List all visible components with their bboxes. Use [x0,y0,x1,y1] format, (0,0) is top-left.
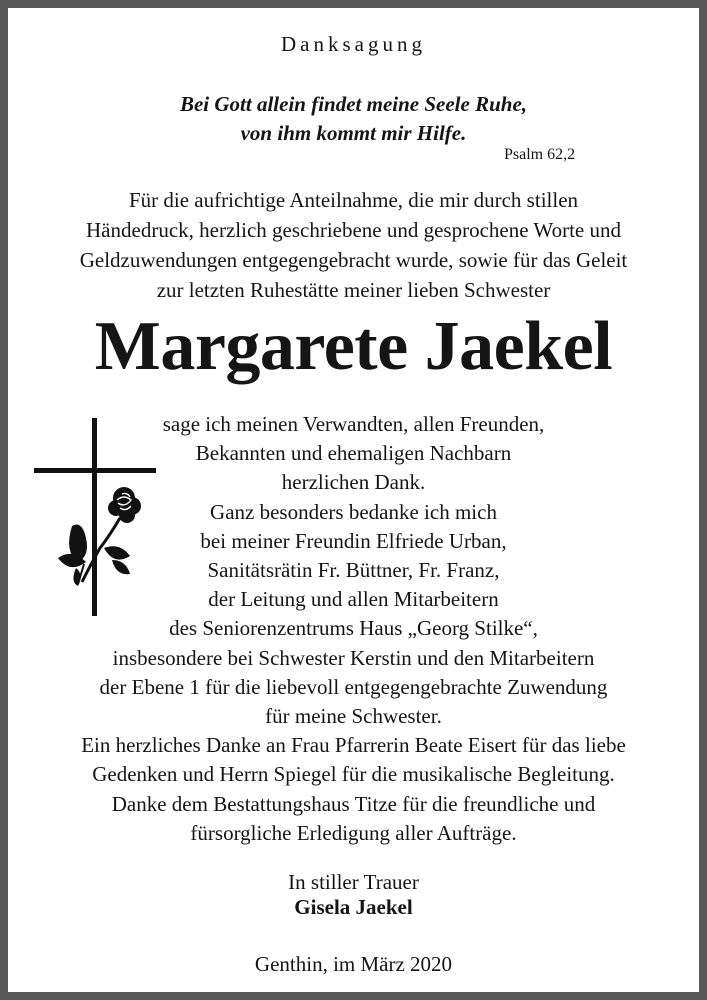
intro-line: zur letzten Ruhestätte meiner lieben Schwester [156,278,551,302]
bible-verse-line-1: Bei Gott allein findet meine Seele Ruhe, [179,92,528,116]
deceased-name: Margarete Jaekel [94,308,613,385]
thanks-line: bei meiner Freundin Elfriede Urban, [200,528,507,553]
bible-verse [8,90,699,148]
thanks-text [28,410,679,848]
obituary-notice [8,8,699,992]
bible-verse-reference: Psalm 62,2 [504,146,576,163]
thanks-line: der Leitung und allen Mitarbeitern [208,587,499,612]
bible-verse-line-2: von ihm kommt mir Hilfe. [240,121,467,145]
thanks-line: fürsorgliche Erledigung aller Aufträge. [190,820,517,845]
intro-line: Händedruck, herzlich geschriebene und gesprochene Worte und [86,218,621,242]
thanks-line: sage ich meinen Verwandten, allen Freunden, [162,412,545,436]
thanks-line: Ein herzliches Danke an Frau Pfarrerin Beate Eisert für das liebe [81,733,626,758]
intro-line: Geldzuwendungen entgegengebracht wurde, sowie für das Geleit [79,248,628,272]
thanks-line: herzlichen Dank. [281,470,426,495]
thanks-line: des Seniorenzentrums Haus „Georg Stilke“, [169,616,538,641]
thanks-line: Danke dem Bestattungshaus Titze für die freundliche und [111,791,596,816]
thanks-line: Sanitätsrätin Fr. Büttner, Fr. Franz, [207,558,500,583]
thanks-line: Bekannten und ehemaligen Nachbarn [195,441,512,466]
thanks-line: der Ebene 1 für die liebevoll entgegengebrachte Zuwendung [99,674,608,699]
thanks-line: Gedenken und Herrn Spiegel für die musikalische Begleitung. [92,762,615,787]
signer-name: Gisela Jaekel [294,895,413,919]
notice-heading: Danksagung [281,32,426,56]
closing-text: In stiller Trauer [288,870,419,894]
intro-line: Für die aufrichtige Anteilnahme, die mir durch stillen [128,188,579,212]
thanks-line: Ganz besonders bedanke ich mich [210,499,497,524]
thanks-line: insbesondere bei Schwester Kerstin und den Mitarbeitern [112,645,595,670]
place-date: Genthin, im März 2020 [254,952,453,976]
thanks-line: für meine Schwester. [265,704,442,729]
intro-text [8,185,699,305]
